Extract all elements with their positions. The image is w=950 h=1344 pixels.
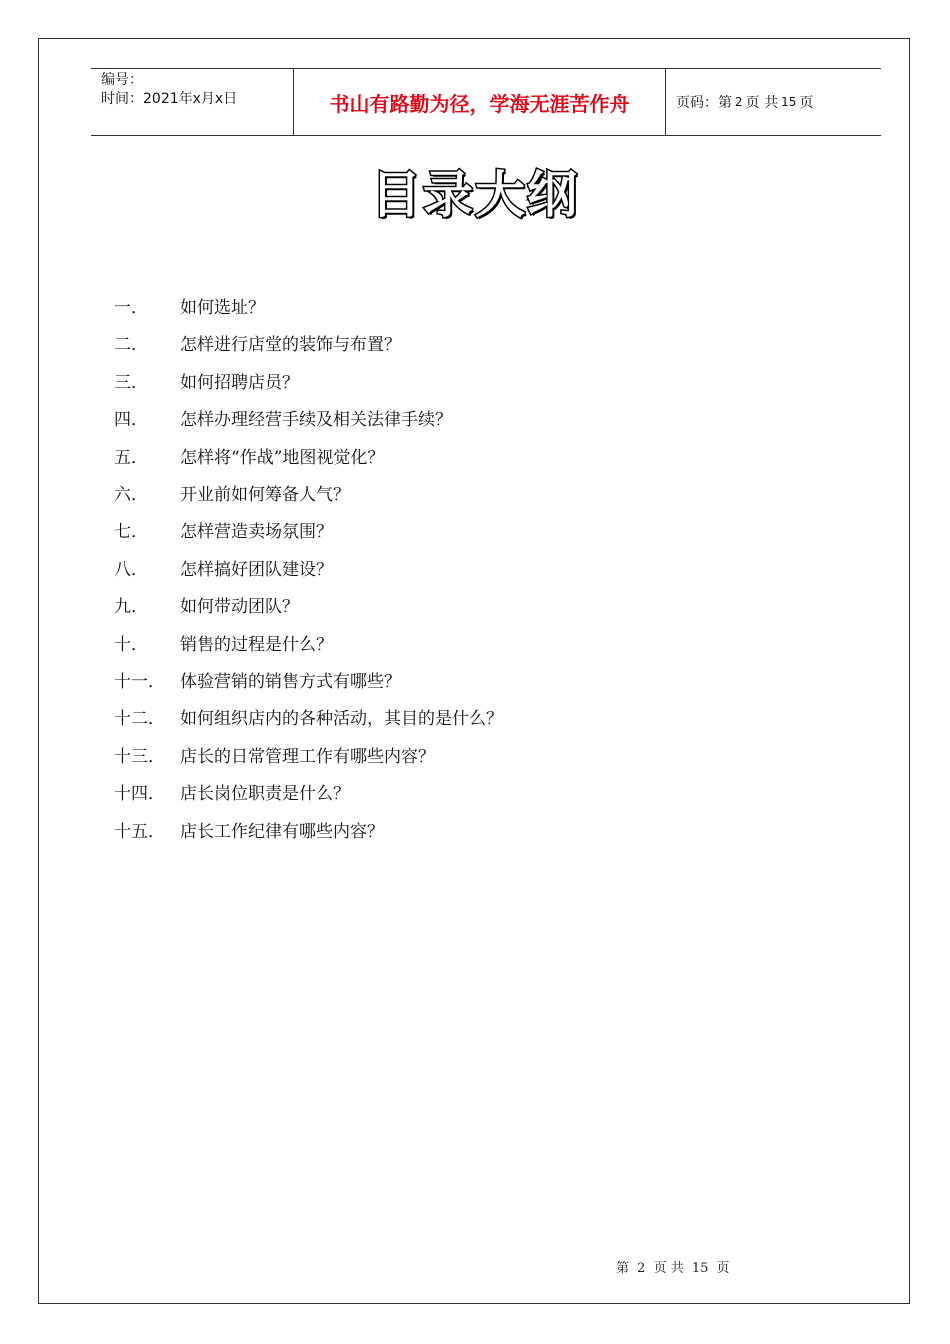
header-meta [91,69,293,135]
page-label-prefix: 页码：第 [676,95,732,111]
toc-item-text: 怎样营造卖场氛围？ [180,522,333,543]
toc-item-number: 三． [114,372,148,393]
toc-item-text: 如何组织店内的各种活动，其目的是什么？ [180,709,503,730]
footer-total: 15 [691,1261,709,1276]
toc-item-text: 怎样进行店堂的装饰与布置？ [180,335,401,356]
page-title: 目录大纲 [371,166,579,224]
footer-suffix: 页 [716,1261,730,1276]
toc-item-number: 六． [114,485,148,505]
footer-prefix: 第 [616,1261,630,1276]
header-table [91,68,881,136]
toc-item-text: 店长岗位职责是什么？ [180,784,350,805]
toc-item-number: 十二． [114,709,165,730]
toc-item-number: 一． [114,298,148,318]
toc-item-text: 店长工作纪律有哪些内容？ [180,821,384,842]
page-label-suffix: 页 [799,95,814,111]
toc-item-number: 十． [114,634,148,655]
toc-item-number: 十一． [114,672,165,692]
toc-item-number: 四． [114,410,148,431]
toc-item-number: 九． [114,597,148,618]
toc-item-text: 怎样搞好团队建设？ [180,559,333,580]
page-label-mid: 页 共 [745,95,779,111]
toc-item-number: 七． [114,522,148,543]
toc-item-text: 怎样办理经营手续及相关法律手续？ [180,410,452,431]
toc-item-text: 如何带动团队？ [180,597,299,618]
toc-item-text: 店长的日常管理工作有哪些内容？ [180,746,435,767]
number-label: 编号： [101,72,143,88]
toc-item-number: 八． [114,559,148,580]
footer-current: 2 [637,1261,646,1276]
page-total: 15 [781,95,797,109]
toc-item-text: 开业前如何筹备人气？ [180,485,350,505]
header-motto: 书山有路勤为径，学海无涯苦作舟 [293,69,666,135]
toc-item-text: 怎样将“作战”地图视觉化？ [180,447,385,468]
page-footer [616,1257,730,1276]
toc-item-number: 十五． [114,821,165,842]
toc-item-number: 十四． [114,784,165,805]
toc-item-text: 如何招聘店员？ [180,372,299,393]
toc-item-text: 体验营销的销售方式有哪些？ [180,672,401,692]
toc-item-text: 如何选址？ [180,298,265,318]
toc-item-number: 五． [114,447,148,468]
time-label: 时间：2021年x月x日 [101,91,238,107]
page-current: 2 [735,95,743,109]
footer-mid: 页 共 [653,1261,684,1276]
toc-item-number: 二． [114,335,148,356]
toc-item-text: 销售的过程是什么？ [180,634,333,655]
header-page-info [666,69,881,135]
toc-item-number: 十三． [114,746,165,767]
